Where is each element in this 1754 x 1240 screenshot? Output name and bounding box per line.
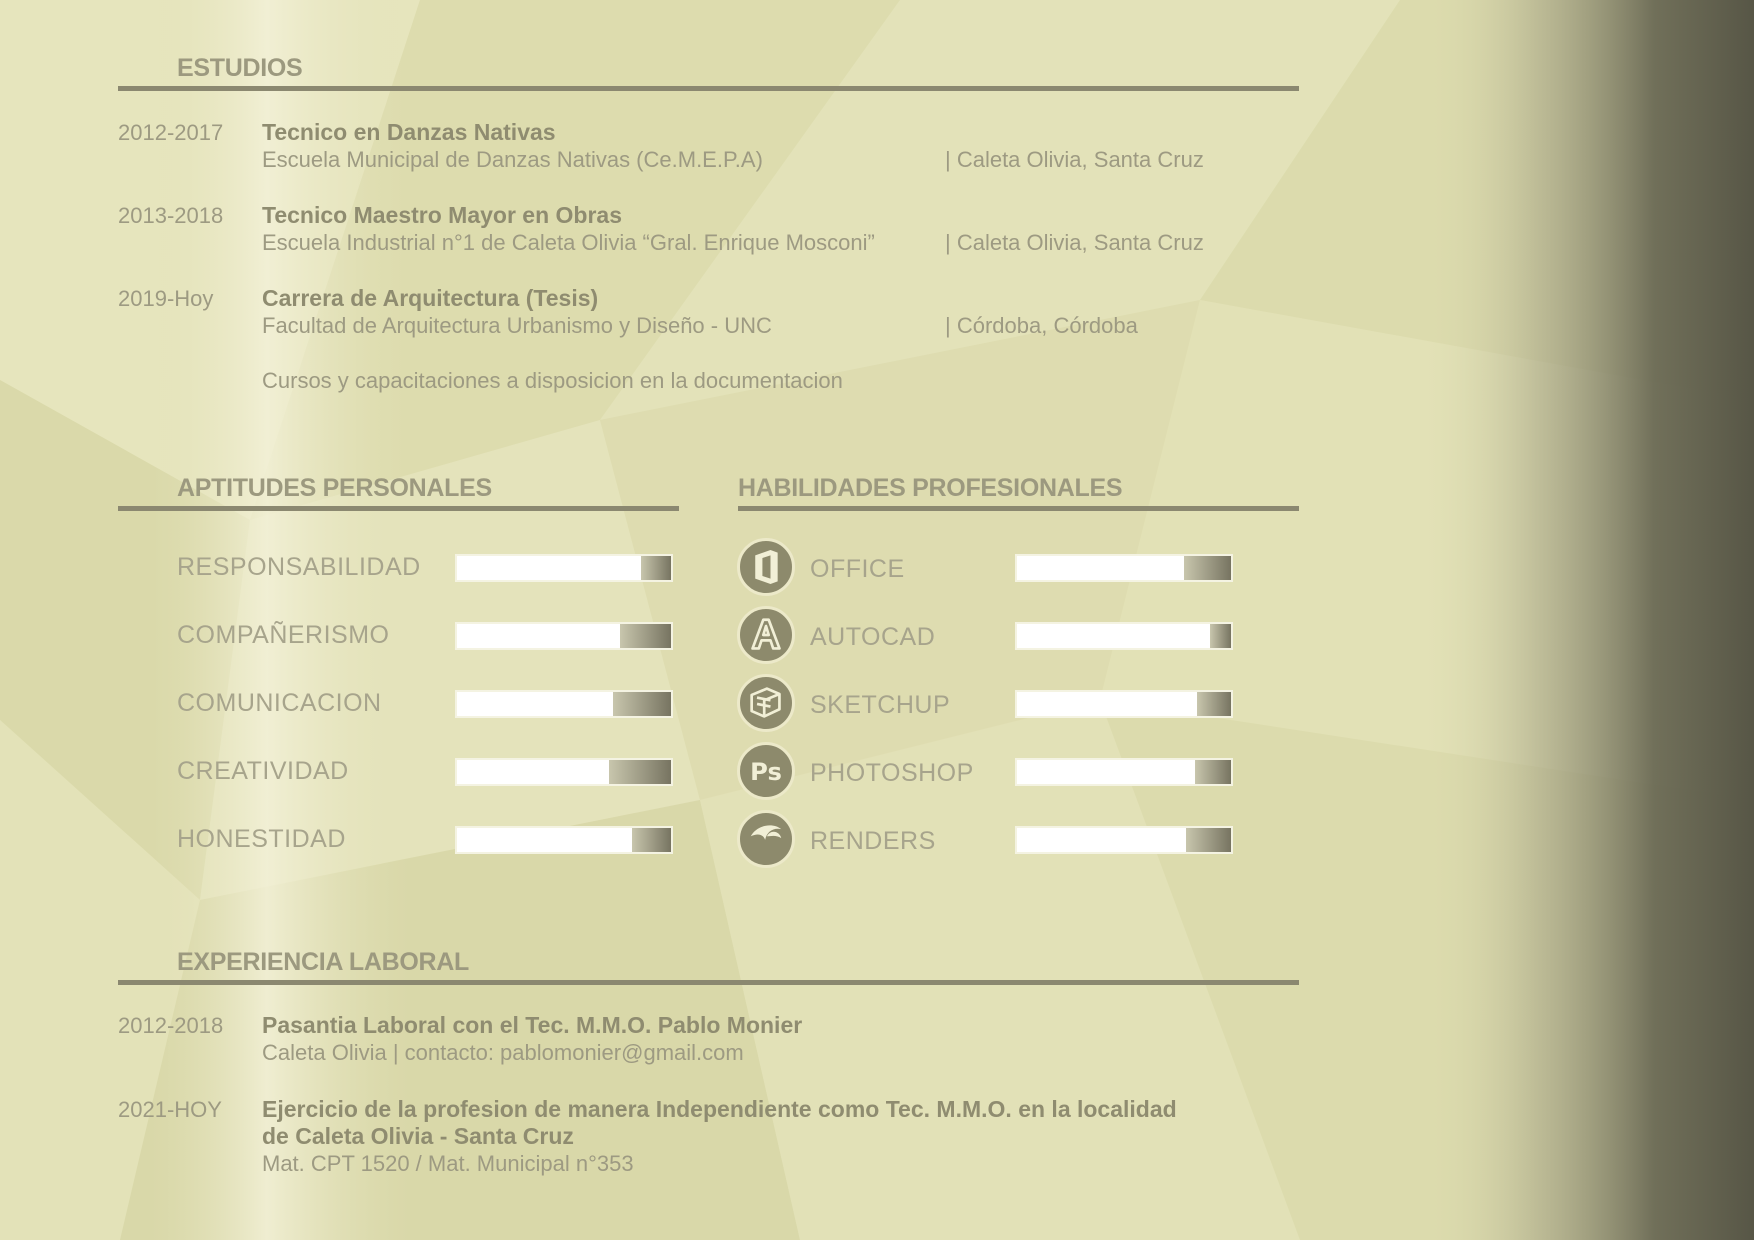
habilidad-label: SKETCHUP [810,691,951,719]
entry-years: 2012-2017 [118,120,224,145]
entry-location: | Córdoba, Córdoba [945,313,1138,338]
aptitude-label: COMUNICACION [177,689,382,717]
entry-years: 2013-2018 [118,203,224,228]
aptitude-bar-fill [641,556,671,580]
entry-years: 2019-Hoy [118,286,214,311]
aptitudes-heading: APTITUDES PERSONALES [177,474,492,502]
habilidad-bar [1017,760,1231,784]
experiencia-heading: EXPERIENCIA LABORAL [177,948,470,976]
habilidad-label: OFFICE [810,555,905,583]
estudios-rule [118,86,1299,91]
habilidad-label: RENDERS [810,827,936,855]
entry-title: Tecnico Maestro Mayor en Obras [262,202,623,228]
aptitude-label: COMPAÑERISMO [177,621,390,649]
aptitude-bar [457,760,671,784]
autocad-icon [737,606,795,664]
aptitude-bar-fill [620,624,671,648]
entry-title: Carrera de Arquitectura (Tesis) [262,285,599,311]
habilidad-bar [1017,624,1231,648]
aptitudes-rule [118,506,679,511]
habilidad-bar-fill [1184,556,1231,580]
aptitude-bar [457,692,671,716]
entry-institution: Facultad de Arquitectura Urbanismo y Diseño - UNC [262,313,772,338]
habilidad-bar [1017,828,1231,852]
aptitude-label: RESPONSABILIDAD [177,553,421,581]
aptitude-bar [457,828,671,852]
experiencia-rule [118,980,1299,985]
aptitude-label: CREATIVIDAD [177,757,349,785]
habilidad-bar [1017,692,1231,716]
svg-text:Ps: Ps [750,757,782,786]
aptitude-bar-fill [632,828,671,852]
entry-years: 2012-2018 [118,1013,224,1038]
habilidad-bar-fill [1186,828,1231,852]
habilidad-bar-fill [1195,760,1231,784]
estudios-note: Cursos y capacitaciones a disposicion en la documentacion [262,368,843,393]
aptitude-bar [457,556,671,580]
aptitude-bar-fill [609,760,671,784]
entry-location: | Caleta Olivia, Santa Cruz [945,230,1204,255]
habilidad-label: PHOTOSHOP [810,759,974,787]
habilidad-bar-fill [1210,624,1231,648]
entry-title: Pasantia Laboral con el Tec. M.M.O. Pablo Monier [262,1012,803,1038]
estudios-heading: ESTUDIOS [177,54,303,82]
habilidad-bar-fill [1197,692,1231,716]
habilidades-heading: HABILIDADES PROFESIONALES [738,474,1123,502]
entry-detail: Caleta Olivia | contacto: pablomonier@gmail.com [262,1040,744,1065]
renders-icon [737,810,795,868]
habilidad-bar [1017,556,1231,580]
entry-institution: Escuela Municipal de Danzas Nativas (Ce.M.E.P.A) [262,147,763,172]
entry-detail: Mat. CPT 1520 / Mat. Municipal n°353 [262,1151,634,1176]
sketchup-icon [737,674,795,732]
entry-title: Ejercicio de la profesion de manera Independiente como Tec. M.M.O. en la localidad [262,1096,1177,1122]
aptitude-bar [457,624,671,648]
entry-institution: Escuela Industrial n°1 de Caleta Olivia “Gral. Enrique Mosconi” [262,230,875,255]
entry-years: 2021-HOY [118,1097,222,1122]
aptitude-bar-fill [613,692,671,716]
habilidades-rule [738,506,1299,511]
office-icon [737,538,795,596]
entry-location: | Caleta Olivia, Santa Cruz [945,147,1204,172]
entry-title-continued: de Caleta Olivia - Santa Cruz [262,1123,574,1149]
photoshop-icon [737,742,795,800]
entry-title: Tecnico en Danzas Nativas [262,119,556,145]
aptitude-label: HONESTIDAD [177,825,346,853]
habilidad-label: AUTOCAD [810,623,936,651]
